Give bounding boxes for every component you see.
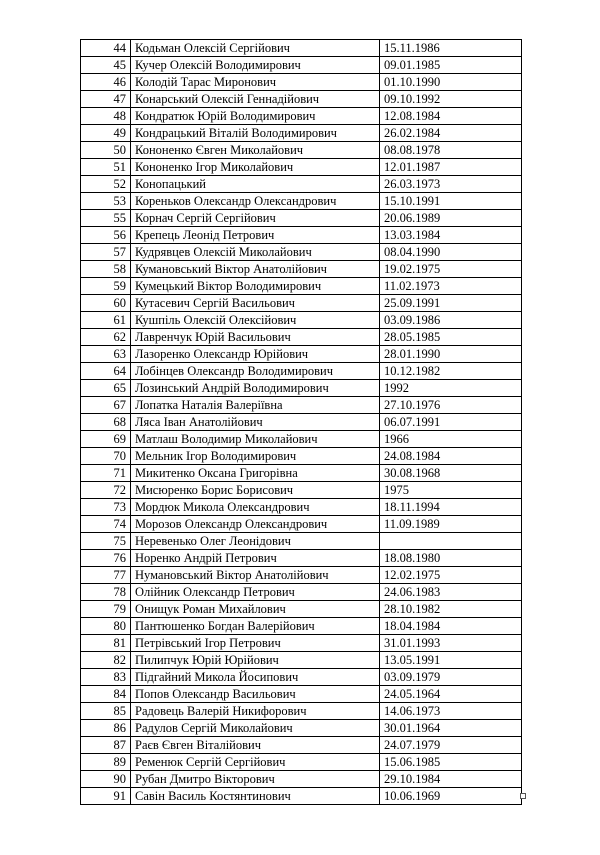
birth-date-cell: 12.08.1984 (380, 108, 522, 125)
row-number-cell: 57 (81, 244, 131, 261)
birth-date-cell: 29.10.1984 (380, 771, 522, 788)
row-number-cell: 44 (81, 40, 131, 57)
row-number-cell: 73 (81, 499, 131, 516)
table-row (81, 499, 522, 516)
full-name-cell: Кумановський Віктор Анатолійович (131, 261, 380, 278)
full-name-cell: Попов Олександр Васильович (131, 686, 380, 703)
full-name-cell: Кудрявцев Олексій Миколайович (131, 244, 380, 261)
row-number-cell: 76 (81, 550, 131, 567)
table-row (81, 193, 522, 210)
full-name-cell: Кондратюк Юрій Володимирович (131, 108, 380, 125)
table-row (81, 465, 522, 482)
full-name-cell: Пантюшенко Богдан Валерійович (131, 618, 380, 635)
table-row (81, 380, 522, 397)
table-row (81, 108, 522, 125)
birth-date-cell: 06.07.1991 (380, 414, 522, 431)
birth-date-cell: 08.04.1990 (380, 244, 522, 261)
row-number-cell: 91 (81, 788, 131, 805)
birth-date-cell: 10.06.1969 (380, 788, 522, 805)
full-name-cell: Петрівський Ігор Петрович (131, 635, 380, 652)
table-row (81, 261, 522, 278)
birth-date-cell: 24.08.1984 (380, 448, 522, 465)
table-row (81, 550, 522, 567)
table-row (81, 278, 522, 295)
birth-date-cell: 11.02.1973 (380, 278, 522, 295)
table-row (81, 448, 522, 465)
full-name-cell: Лавренчук Юрій Васильович (131, 329, 380, 346)
table-row (81, 363, 522, 380)
full-name-cell: Матлаш Володимир Миколайович (131, 431, 380, 448)
table-row (81, 788, 522, 805)
birth-date-cell: 28.05.1985 (380, 329, 522, 346)
row-number-cell: 58 (81, 261, 131, 278)
row-number-cell: 89 (81, 754, 131, 771)
row-number-cell: 80 (81, 618, 131, 635)
birth-date-cell: 12.01.1987 (380, 159, 522, 176)
full-name-cell: Мисюренко Борис Борисович (131, 482, 380, 499)
table-row (81, 176, 522, 193)
full-name-cell: Колодій Тарас Миронович (131, 74, 380, 91)
birth-date-cell: 20.06.1989 (380, 210, 522, 227)
row-number-cell: 52 (81, 176, 131, 193)
roster-table (80, 39, 522, 805)
row-number-cell: 86 (81, 720, 131, 737)
row-number-cell: 49 (81, 125, 131, 142)
row-number-cell: 47 (81, 91, 131, 108)
row-number-cell: 53 (81, 193, 131, 210)
table-row (81, 159, 522, 176)
table-row (81, 720, 522, 737)
table-row (81, 295, 522, 312)
row-number-cell: 70 (81, 448, 131, 465)
table-row (81, 244, 522, 261)
table-row (81, 74, 522, 91)
birth-date-cell: 08.08.1978 (380, 142, 522, 159)
full-name-cell: Раєв Євген Віталійович (131, 737, 380, 754)
row-number-cell: 64 (81, 363, 131, 380)
full-name-cell: Корнач Сергій Сергійович (131, 210, 380, 227)
full-name-cell: Микитенко Оксана Григорівна (131, 465, 380, 482)
row-number-cell: 71 (81, 465, 131, 482)
birth-date-cell: 18.08.1980 (380, 550, 522, 567)
row-number-cell: 81 (81, 635, 131, 652)
birth-date-cell: 15.10.1991 (380, 193, 522, 210)
table-row (81, 346, 522, 363)
birth-date-cell: 03.09.1986 (380, 312, 522, 329)
table-row (81, 91, 522, 108)
birth-date-cell: 15.06.1985 (380, 754, 522, 771)
row-number-cell: 63 (81, 346, 131, 363)
row-number-cell: 46 (81, 74, 131, 91)
full-name-cell: Норенко Андрій Петрович (131, 550, 380, 567)
full-name-cell: Радовець Валерій Никифорович (131, 703, 380, 720)
row-number-cell: 75 (81, 533, 131, 550)
table-row (81, 329, 522, 346)
full-name-cell: Кутасевич Сергій Васильович (131, 295, 380, 312)
table-row (81, 482, 522, 499)
table-row (81, 686, 522, 703)
table-row (81, 771, 522, 788)
full-name-cell: Кореньков Олександр Олександрович (131, 193, 380, 210)
table-row (81, 567, 522, 584)
table-row (81, 635, 522, 652)
table-row (81, 125, 522, 142)
full-name-cell: Морозов Олександр Олександрович (131, 516, 380, 533)
birth-date-cell: 27.10.1976 (380, 397, 522, 414)
birth-date-cell: 09.10.1992 (380, 91, 522, 108)
row-number-cell: 72 (81, 482, 131, 499)
row-number-cell: 79 (81, 601, 131, 618)
full-name-cell: Ременюк Сергій Сергійович (131, 754, 380, 771)
full-name-cell: Онищук Роман Михайлович (131, 601, 380, 618)
row-number-cell: 69 (81, 431, 131, 448)
birth-date-cell (380, 533, 522, 550)
full-name-cell: Лопатка Наталія Валеріївна (131, 397, 380, 414)
row-number-cell: 83 (81, 669, 131, 686)
full-name-cell: Олійник Олександр Петрович (131, 584, 380, 601)
table-row (81, 584, 522, 601)
full-name-cell: Кучер Олексій Володимирович (131, 57, 380, 74)
row-number-cell: 77 (81, 567, 131, 584)
row-number-cell: 55 (81, 210, 131, 227)
birth-date-cell: 03.09.1979 (380, 669, 522, 686)
full-name-cell: Нумановський Віктор Анатолійович (131, 567, 380, 584)
row-number-cell: 62 (81, 329, 131, 346)
birth-date-cell: 1975 (380, 482, 522, 499)
full-name-cell: Підгайний Микола Йосипович (131, 669, 380, 686)
birth-date-cell: 19.02.1975 (380, 261, 522, 278)
full-name-cell: Мордюк Микола Олександрович (131, 499, 380, 516)
row-number-cell: 50 (81, 142, 131, 159)
birth-date-cell: 26.03.1973 (380, 176, 522, 193)
row-number-cell: 85 (81, 703, 131, 720)
birth-date-cell: 18.04.1984 (380, 618, 522, 635)
birth-date-cell: 25.09.1991 (380, 295, 522, 312)
birth-date-cell: 1966 (380, 431, 522, 448)
full-name-cell: Мельник Ігор Володимирович (131, 448, 380, 465)
table-row (81, 618, 522, 635)
full-name-cell: Кодьман Олексій Сергійович (131, 40, 380, 57)
birth-date-cell: 24.06.1983 (380, 584, 522, 601)
birth-date-cell: 30.08.1968 (380, 465, 522, 482)
full-name-cell: Ляса Іван Анатолійович (131, 414, 380, 431)
full-name-cell: Конарський Олексій Геннадійович (131, 91, 380, 108)
table-row (81, 431, 522, 448)
birth-date-cell: 09.01.1985 (380, 57, 522, 74)
row-number-cell: 87 (81, 737, 131, 754)
row-number-cell: 56 (81, 227, 131, 244)
row-number-cell: 67 (81, 397, 131, 414)
row-number-cell: 90 (81, 771, 131, 788)
birth-date-cell: 12.02.1975 (380, 567, 522, 584)
birth-date-cell: 24.05.1964 (380, 686, 522, 703)
table-row (81, 142, 522, 159)
table-row (81, 57, 522, 74)
full-name-cell: Кондрацький Віталій Володимирович (131, 125, 380, 142)
table-row (81, 601, 522, 618)
table-row (81, 652, 522, 669)
full-name-cell: Савін Василь Костянтинович (131, 788, 380, 805)
table-row (81, 414, 522, 431)
row-number-cell: 45 (81, 57, 131, 74)
full-name-cell: Кушпіль Олексій Олексійович (131, 312, 380, 329)
row-number-cell: 78 (81, 584, 131, 601)
row-number-cell: 59 (81, 278, 131, 295)
full-name-cell: Кумецький Віктор Володимирович (131, 278, 380, 295)
table-row (81, 227, 522, 244)
table-row (81, 397, 522, 414)
birth-date-cell: 10.12.1982 (380, 363, 522, 380)
birth-date-cell: 13.03.1984 (380, 227, 522, 244)
row-number-cell: 74 (81, 516, 131, 533)
row-number-cell: 61 (81, 312, 131, 329)
full-name-cell: Радулов Сергій Миколайович (131, 720, 380, 737)
row-number-cell: 65 (81, 380, 131, 397)
full-name-cell: Нeревенько Олег Леонідович (131, 533, 380, 550)
birth-date-cell: 14.06.1973 (380, 703, 522, 720)
birth-date-cell: 26.02.1984 (380, 125, 522, 142)
row-number-cell: 48 (81, 108, 131, 125)
table-row (81, 312, 522, 329)
full-name-cell: Лозинський Андрій Володимирович (131, 380, 380, 397)
table-row (81, 754, 522, 771)
birth-date-cell: 13.05.1991 (380, 652, 522, 669)
table-row (81, 40, 522, 57)
full-name-cell: Лобінцев Олександр Володимирович (131, 363, 380, 380)
full-name-cell: Конопацький (131, 176, 380, 193)
birth-date-cell: 15.11.1986 (380, 40, 522, 57)
full-name-cell: Кононенко Євген Миколайович (131, 142, 380, 159)
birth-date-cell: 28.10.1982 (380, 601, 522, 618)
row-number-cell: 51 (81, 159, 131, 176)
table-row (81, 516, 522, 533)
row-number-cell: 60 (81, 295, 131, 312)
birth-date-cell: 31.01.1993 (380, 635, 522, 652)
full-name-cell: Кононенко Ігор Миколайович (131, 159, 380, 176)
full-name-cell: Рубан Дмитро Вікторович (131, 771, 380, 788)
row-number-cell: 68 (81, 414, 131, 431)
full-name-cell: Лазоренко Олександр Юрійович (131, 346, 380, 363)
table-row (81, 703, 522, 720)
birth-date-cell: 30.01.1964 (380, 720, 522, 737)
row-number-cell: 84 (81, 686, 131, 703)
full-name-cell: Пилипчук Юрій Юрійович (131, 652, 380, 669)
table-row (81, 533, 522, 550)
birth-date-cell: 01.10.1990 (380, 74, 522, 91)
birth-date-cell: 1992 (380, 380, 522, 397)
roster-table-body (81, 40, 522, 805)
birth-date-cell: 11.09.1989 (380, 516, 522, 533)
paragraph-end-mark (520, 793, 526, 799)
birth-date-cell: 28.01.1990 (380, 346, 522, 363)
table-row (81, 210, 522, 227)
birth-date-cell: 24.07.1979 (380, 737, 522, 754)
table-row (81, 669, 522, 686)
full-name-cell: Крепець Леонід Петрович (131, 227, 380, 244)
table-row (81, 737, 522, 754)
row-number-cell: 82 (81, 652, 131, 669)
birth-date-cell: 18.11.1994 (380, 499, 522, 516)
